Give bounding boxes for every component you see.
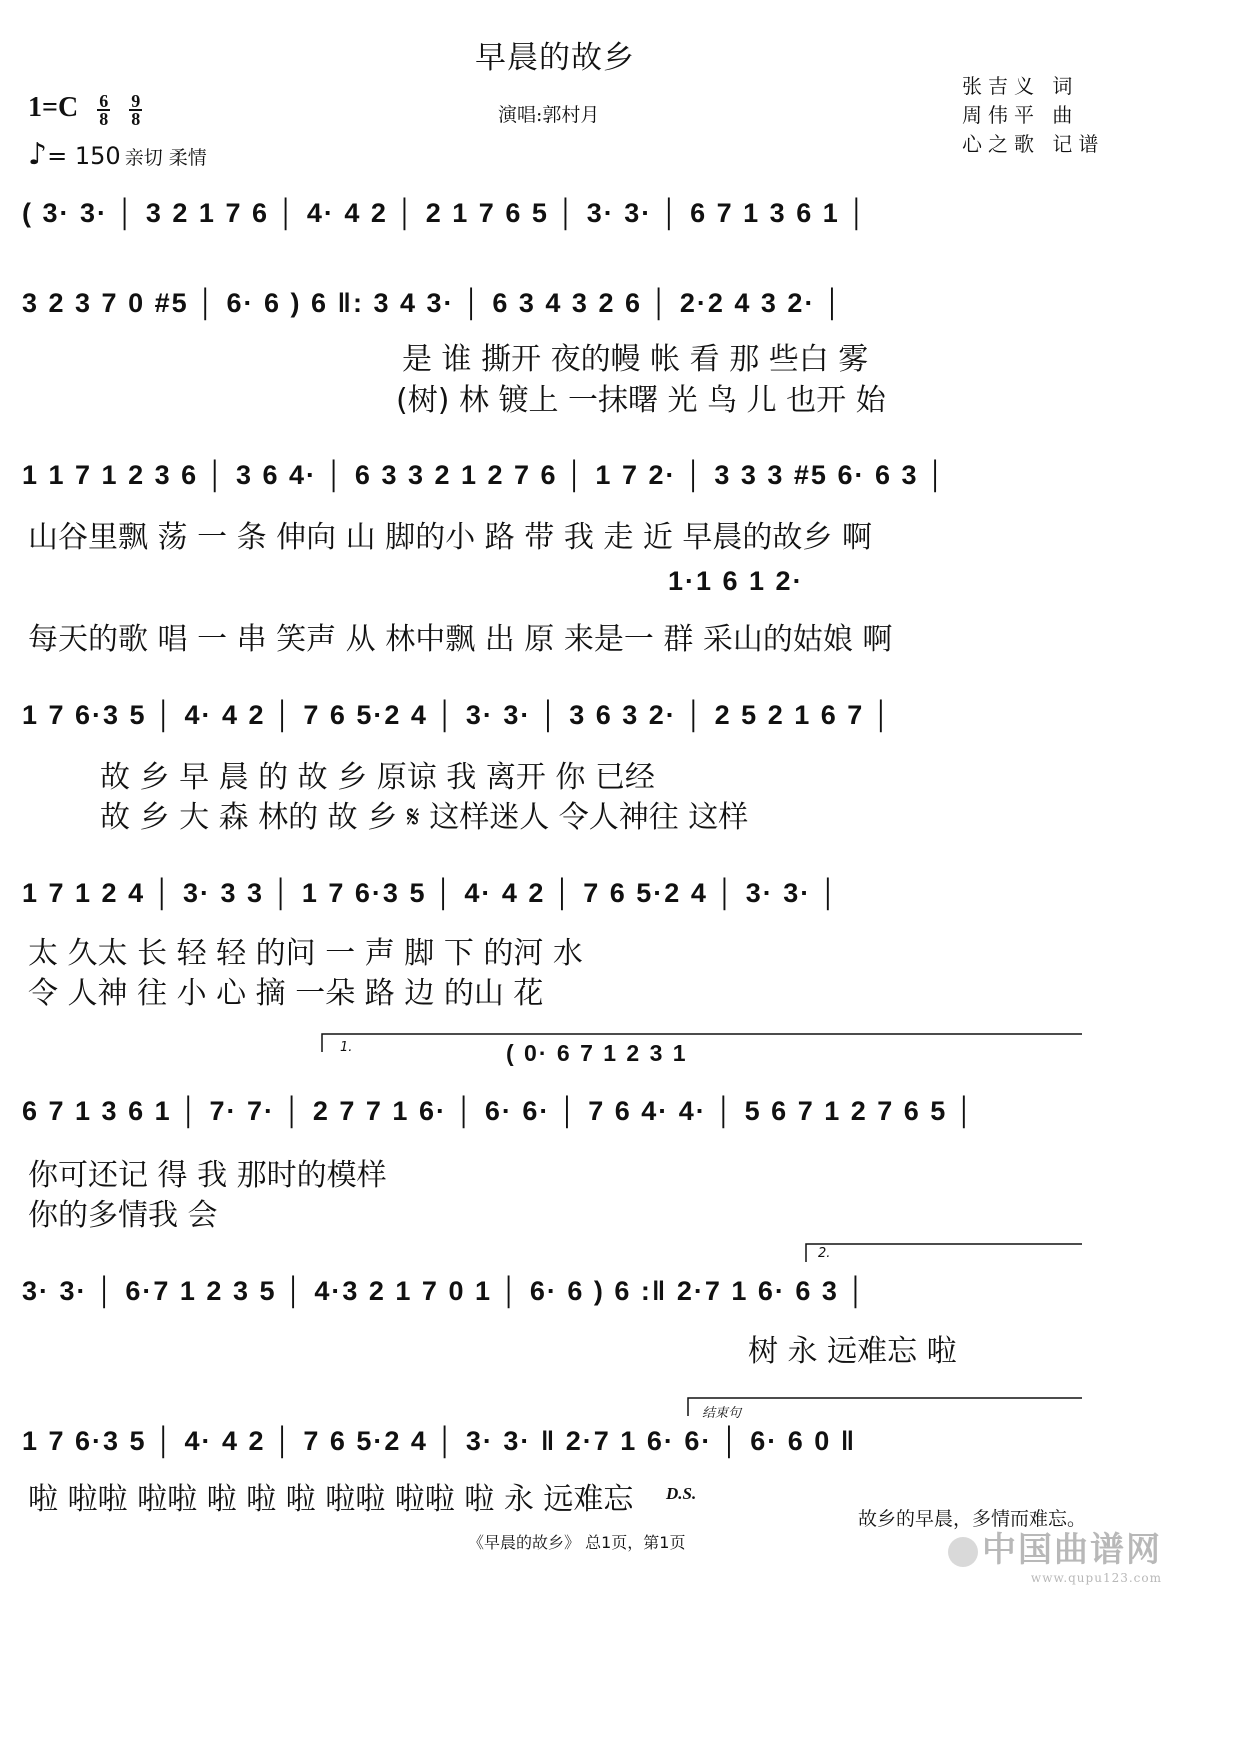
site-watermark: 中国曲谱网 www.qupu123.com (948, 1522, 1162, 1585)
ending-label: 结束句 (702, 1406, 742, 1421)
lyric-row-5-verse-2: 故 乡 大 森 林的 故 乡 𝄋 这样迷人 令人神往 这样 (100, 800, 749, 835)
end-note: 故乡的早晨，多情而难忘。 (858, 1508, 1087, 1530)
volta-2-label: 2. (818, 1246, 831, 1261)
lyric-row-5-verse-1: 故 乡 早 晨 的 故 乡 原谅 我 离开 你 已经 (100, 760, 655, 795)
key-signature: 1=C $\frac{6}{8}$ $\frac{9}{8}$ (28, 90, 141, 129)
song-title: 早晨的故乡 (475, 40, 635, 76)
ds-marker: D.S. (666, 1484, 697, 1503)
lyric-row-6-verse-2: 令 人神 往 小 心 摘 一朵 路 边 的山 花 (28, 976, 544, 1011)
singer-credit: 演唱:郭村月 (498, 104, 600, 126)
lyric-row-7-verse-1: 你可还记 得 我 那时的模样 (28, 1158, 387, 1193)
tempo-mark: ♪= 150 亲切 柔情 (28, 137, 207, 172)
lyricist-credit: 张吉义 词 (962, 74, 1079, 98)
notation-row-6: 1 7 1 2 4 │ 3· 3 3 │ 1 7 6·3 5 │ 4· 4 2 │ 7 6 5·2 4 │ 3· 3· │ (22, 878, 840, 908)
lyric-row-9: 啦 啦啦 啦啦 啦 啦 啦 啦啦 啦啦 啦 永 远难忘 (28, 1482, 634, 1517)
lyric-row-2-verse-1: 是 谁 撕开 夜的幔 帐 看 那 些白 雾 (402, 342, 869, 377)
notation-row-2: 3 2 3 7 0 #5 │ 6· 6 ) 6 ‖: 3 4 3· │ 6 3 4 3 2 6 │ 2·2 4 3 2· │ (22, 288, 844, 318)
time-signature-1: $\frac{6}{8}$ (99, 90, 109, 129)
notation-row-1: ( 3· 3· │ 3 2 1 7 6 │ 4· 4 2 │ 2 1 7 6 5 │ 3· 3· │ 6 7 1 3 6 1 │ (22, 198, 869, 228)
lyric-row-3: 山谷里飘 荡 一 条 伸向 山 脚的小 路 带 我 走 近 早晨的故乡 啊 (28, 520, 872, 555)
volta-1-label: 1. (340, 1040, 353, 1055)
ending-bracket (688, 1398, 1082, 1416)
notation-row-9: 1 7 6·3 5 │ 4· 4 2 │ 7 6 5·2 4 │ 3· 3· ‖ 2·7 1 6· 6· │ 6· 6 0 ‖ (22, 1426, 857, 1456)
notation-row-4-alternate: 1·1 6 1 2· (668, 566, 804, 596)
lyric-row-2-verse-2: (树) 林 镀上 一抹曙 光 鸟 儿 也开 始 (396, 383, 886, 418)
composer-credit: 周伟平 曲 (962, 103, 1079, 127)
notation-row-7: 6 7 1 3 6 1 │ 7· 7· │ 2 7 7 1 6· │ 6· 6· │ 7 6 4· 4· │ 5 6 7 1 2 7 6 5 │ (22, 1096, 976, 1126)
volta-1-intro: ( 0· 6 7 1 2 3 1 (506, 1040, 688, 1066)
notation-row-8: 3· 3· │ 6·7 1 2 3 5 │ 4·3 2 1 7 0 1 │ 6· 6 ) 6 :‖ 2·7 1 6· 6 3 │ (22, 1276, 868, 1306)
expression-mark: 亲切 柔情 (124, 147, 207, 169)
volta-2-bracket (806, 1244, 1082, 1262)
volta-1-bracket (322, 1034, 1082, 1052)
lyric-row-7-verse-2: 你的多情我 会 (28, 1198, 218, 1233)
lyric-row-8: 树 永 远难忘 啦 (748, 1334, 957, 1369)
lyric-row-4: 每天的歌 唱 一 串 笑声 从 林中飘 出 原 来是一 群 采山的姑娘 啊 (28, 622, 893, 657)
notation-row-3: 1 1 7 1 2 3 6 │ 3 6 4· │ 6 3 3 2 1 2 7 6 │ 1 7 2· │ 3 3 3 #5 6· 6 3 │ (22, 460, 947, 490)
page-footer: 《早晨的故乡》 总1页，第1页 (468, 1533, 686, 1552)
notation-row-5: 1 7 6·3 5 │ 4· 4 2 │ 7 6 5·2 4 │ 3· 3· │ 3 6 3 2· │ 2 5 2 1 6 7 │ (22, 700, 893, 730)
transcriber-credit: 心之歌 记谱 (962, 132, 1105, 156)
lyric-row-6-verse-1: 太 久太 长 轻 轻 的问 一 声 脚 下 的河 水 (28, 936, 583, 971)
time-signature-2: $\frac{9}{8}$ (131, 90, 141, 129)
